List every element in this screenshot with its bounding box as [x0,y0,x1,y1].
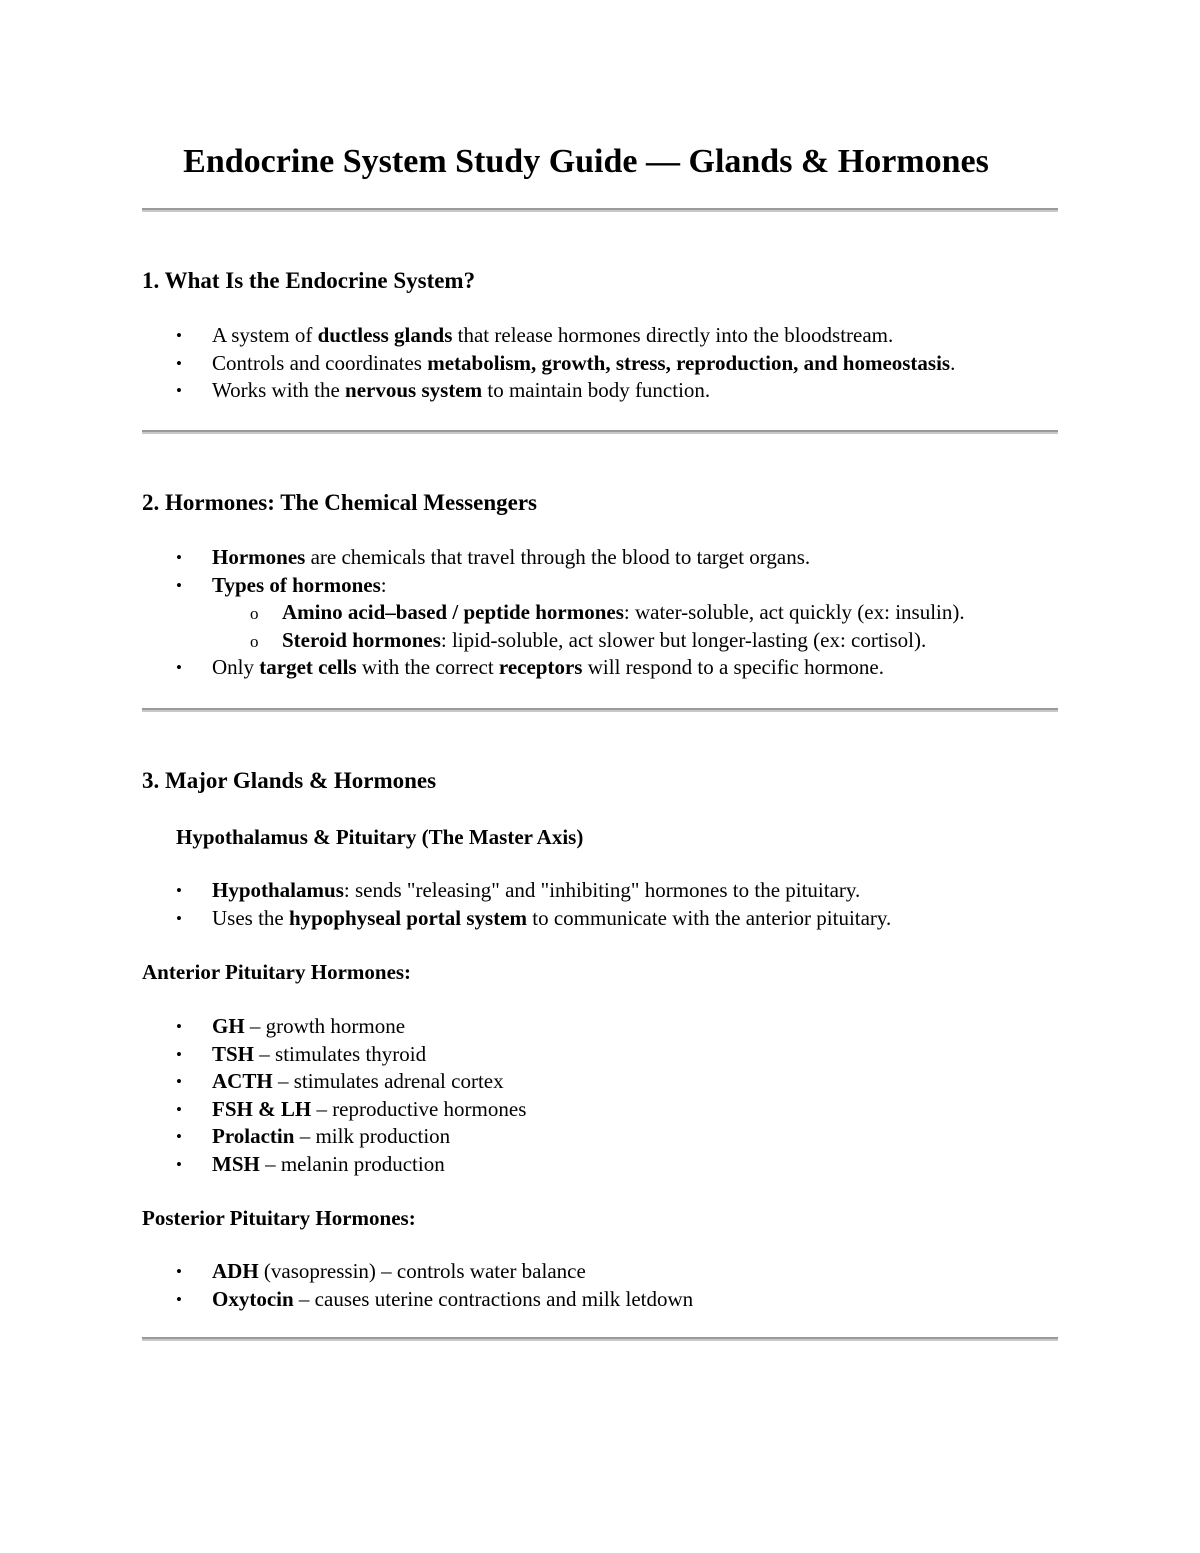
list-item: • Only target cells with the correct receptors will respond to a specific hormone. [142,654,1058,682]
list-item: • Controls and coordinates metabolism, growth, stress, reproduction, and homeostasis. [142,350,1058,378]
list-item: • ACTH – stimulates adrenal cortex [142,1068,1058,1096]
section1-list [142,322,1058,405]
bullet-icon: • [176,908,182,928]
sub-list-item: o Amino acid–based / peptide hormones: water-soluble, act quickly (ex: insulin). [212,599,1058,627]
hypothalamus-list [142,877,1058,932]
section-divider [142,208,1058,212]
bullet-icon: • [176,1289,182,1309]
subheading-master-axis: Hypothalamus & Pituitary (The Master Axis) [176,825,584,849]
list-item: • ADH (vasopressin) – controls water balance [142,1258,1058,1286]
bullet-icon: • [176,548,182,567]
bullet-icon: • [176,326,182,345]
subheading-anterior-pituitary: Anterior Pituitary Hormones: [142,960,412,984]
section-heading-hormones: 2. Hormones: The Chemical Messengers [142,490,537,515]
section-heading-major-glands: 3. Major Glands & Hormones [142,768,437,793]
list-item: • MSH – melanin production [142,1151,1058,1179]
bullet-icon: • [176,1262,182,1281]
circle-bullet-icon: o [250,604,259,623]
bullet-icon: • [176,1099,182,1119]
bullet-icon: • [176,1127,182,1146]
bullet-icon: • [176,1017,182,1036]
list-item: • Types of hormones: o Amino acid–based / peptide hormones: water-soluble, act quickly (ex: insulin). o Steroid hormones: lipid-soluble, act slower but longer-lasting (ex: cortisol). [142,572,1058,655]
list-item: • Oxytocin – causes uterine contractions and milk letdown [142,1286,1058,1314]
list-item: • Hypothalamus: sends "releasing" and "inhibiting" hormones to the pituitary. [142,877,1058,905]
bullet-icon: • [176,658,182,677]
list-item: • FSH & LH – reproductive hormones [142,1096,1058,1124]
circle-bullet-icon: o [250,631,259,651]
anterior-pituitary-list [142,1013,1058,1178]
bullet-icon: • [176,1154,182,1174]
bullet-icon: • [176,1072,182,1091]
hormone-types-sublist [212,599,1058,654]
bullet-icon: • [176,381,182,400]
list-item: • GH – growth hormone [142,1013,1058,1041]
list-item: • TSH – stimulates thyroid [142,1041,1058,1069]
sub-list-item: o Steroid hormones: lipid-soluble, act slower but longer-lasting (ex: cortisol). [212,627,1058,655]
list-item: • Uses the hypophyseal portal system to communicate with the anterior pituitary. [142,905,1058,933]
section-divider [142,708,1058,712]
list-item: • A system of ductless glands that release hormones directly into the bloodstream. [142,322,1058,350]
section-divider [142,430,1058,434]
list-item: • Hormones are chemicals that travel through the blood to target organs. [142,544,1058,572]
bullet-icon: • [176,881,182,900]
list-item: • Prolactin – milk production [142,1123,1058,1151]
section-divider [142,1337,1058,1341]
document-title: Endocrine System Study Guide — Glands & Hormones [183,143,989,180]
section-heading-what-is: 1. What Is the Endocrine System? [142,268,476,293]
posterior-pituitary-list [142,1258,1058,1313]
bullet-icon: • [176,575,182,595]
bullet-icon: • [176,353,182,373]
list-item: • Works with the nervous system to maintain body function. [142,377,1058,405]
section2-list [142,544,1058,682]
subheading-posterior-pituitary: Posterior Pituitary Hormones: [142,1206,416,1230]
bullet-icon: • [176,1044,182,1064]
